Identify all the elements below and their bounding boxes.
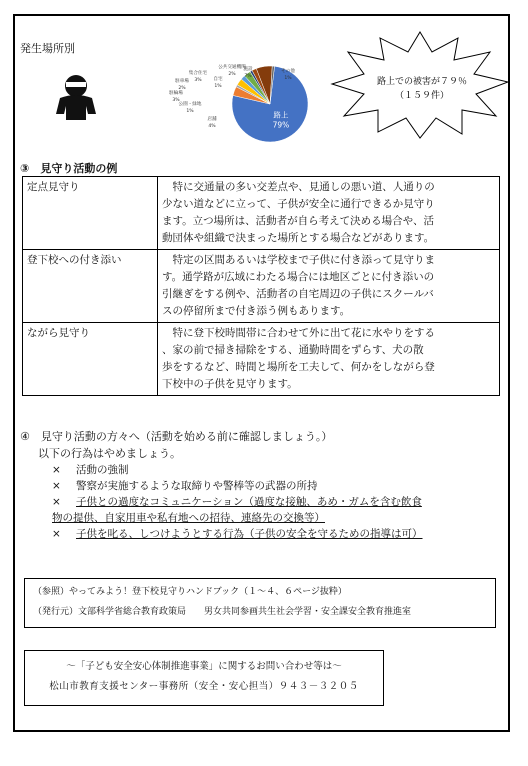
list-item <box>52 462 500 478</box>
reference-box <box>24 578 496 628</box>
desc-line: 特に交通量の多い交差点や、見通しの悪い道、人通りの <box>162 181 435 193</box>
reference-line2: （発行元）文部科学省総合教育政策局 男女共同参画共生社会学習・安全課安全教育推進室 <box>33 607 412 617</box>
cross-mark: × <box>52 528 61 540</box>
pie-label-3: 駐輪場 <box>169 91 183 96</box>
section4-sub: 以下の行為はやめましょう。 <box>38 447 181 460</box>
contact-box <box>24 650 384 706</box>
cross-mark: × <box>52 496 61 508</box>
desc-line: 動団体や組織で決まった場所とする場合などがあります。 <box>162 232 435 244</box>
item-text: 活動の強制 <box>76 464 129 476</box>
prohibited-list <box>52 462 500 542</box>
desc-line: スの停留所まで付き添う例もあります。 <box>162 305 351 317</box>
desc-line: 特定の区間あるいは学校まで子供に付き添って見守りま <box>162 254 435 266</box>
place-pie-chart <box>122 32 334 144</box>
place-section-title: 発生場所別 <box>20 42 75 55</box>
section4 <box>20 428 500 462</box>
pie-label-0: 79% <box>272 120 290 130</box>
pie-label-2: 1% <box>186 109 194 114</box>
row-desc <box>158 323 500 396</box>
pie-label-6: 自宅 <box>213 77 223 82</box>
desc-line: 、家の前で掃き掃除をする、通勤時間をずらす、犬の散 <box>162 344 424 356</box>
item-text: 子供との過度なコミュニケーション（過度な接触、あめ・ガムを含む飲食 <box>76 496 422 508</box>
row-kind: ながら見守り <box>23 323 158 396</box>
table-row <box>23 323 500 396</box>
pie-label-6: 1% <box>214 84 222 89</box>
pie-label-2: 公園・緑地 <box>178 102 202 107</box>
pie-label-3: 3% <box>172 98 180 103</box>
desc-line: 特に登下校時間帯に合わせて外に出て花に水やりをする <box>162 327 435 339</box>
pie-label-9: 1% <box>284 76 292 81</box>
list-item <box>52 478 500 494</box>
contact-line2: 松山市教育支援センター事務所（安全・安心担当）９４３－３２０５ <box>49 681 359 692</box>
cross-mark: × <box>52 480 61 492</box>
pie-label-7: 公共交通機関 <box>218 65 246 70</box>
pie-label-4: 駐車場 <box>175 79 189 84</box>
section3-heading: ③ 見守り活動の例 <box>20 162 118 175</box>
item-text: 警察が実施するような取締りや警棒等の武器の所持 <box>76 480 318 492</box>
row-desc <box>158 177 500 250</box>
callout-burst <box>330 30 510 140</box>
pie-label-1: 店舗 <box>207 117 217 122</box>
list-item <box>52 526 500 542</box>
row-desc <box>158 250 500 323</box>
desc-line: ます。立つ場所は、活動者が自ら考えて決める場合や、活 <box>162 215 434 227</box>
pie-label-9: その他 <box>281 69 295 74</box>
item-text: 物の提供、自家用車や私有地への招待、連絡先の交換等） <box>52 512 325 524</box>
cross-mark: × <box>52 464 61 476</box>
desc-line: 下校中の子供を見守ります。 <box>162 378 298 390</box>
row-kind: 登下校への付き添い <box>23 250 158 323</box>
pie-label-8: 施設 <box>243 67 253 72</box>
contact-line1: ～「子ども安全安心体制推進事業」に関するお問い合わせ等は～ <box>66 661 342 672</box>
pie-label-7: 2% <box>228 72 236 77</box>
desc-line: 歩をするなど、時間と場所を工夫して、何かをしながら登 <box>162 361 435 373</box>
watch-activity-table <box>22 176 500 396</box>
pie-label-4: 2% <box>178 86 186 91</box>
pie-label-0: 路上 <box>273 110 289 120</box>
pie-label-5: 3% <box>194 78 202 83</box>
callout-line2: （１５９件） <box>394 91 450 101</box>
item-text: 子供を叱る、しつけようとする行為（子供の安全を守るための指導は可） <box>76 528 423 540</box>
callout-line1: 路上での被害が７９％ <box>376 77 468 87</box>
pie-label-5: 集合住宅 <box>188 71 208 76</box>
pie-label-8: 7% <box>244 74 252 79</box>
reference-line1: （参照）やってみよう！登下校見守りハンドブック（１～４、６ページ抜粋） <box>33 587 347 597</box>
desc-line: 少ない道などに立って、子供が安全に通行できるか見守り <box>162 198 435 210</box>
list-item <box>52 494 500 510</box>
list-item <box>52 510 500 526</box>
table-row <box>23 250 500 323</box>
desc-line: す。通学路が広域にわたる場合には地区ごとに付き添いの <box>162 271 435 283</box>
pie-label-1: 4% <box>208 124 216 129</box>
table-row <box>23 177 500 250</box>
section4-heading: ④ 見守り活動の方々へ（活動を始める前に確認しましょう。） <box>20 430 333 443</box>
suspicious-person-icon <box>52 72 100 122</box>
desc-line: 引継ぎをする例や、活動者の自宅周辺の子供にスクールバ <box>162 288 434 300</box>
row-kind: 定点見守り <box>23 177 158 250</box>
